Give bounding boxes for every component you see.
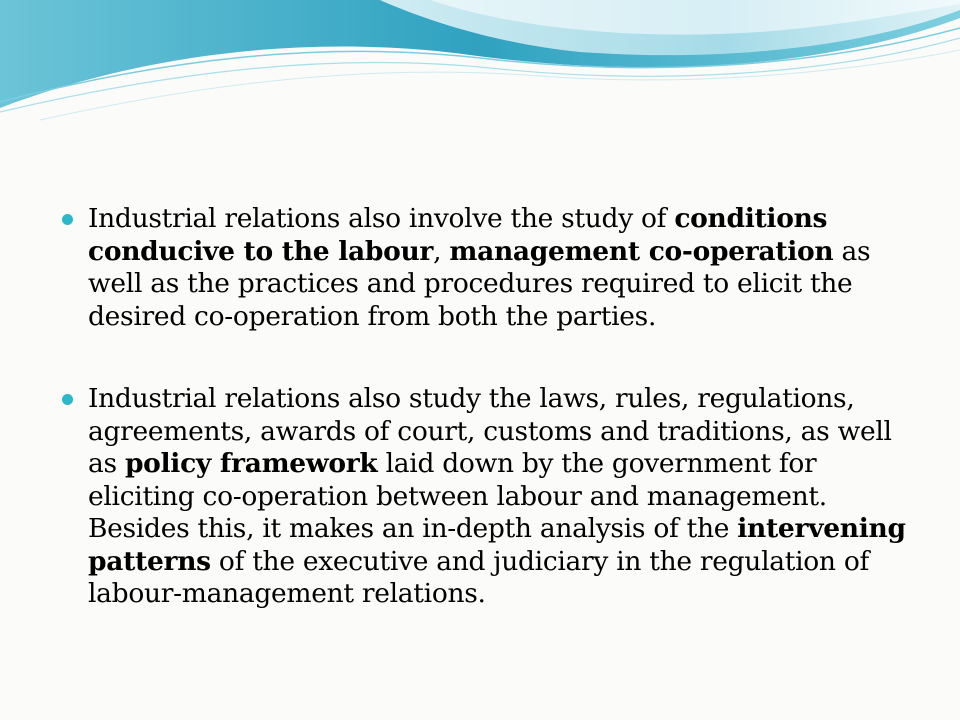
text-segment: laid down by the government for eliciting co-operation between labour and management. Besides this, it makes an in-depth analysis of the bbox=[88, 448, 827, 544]
bullet-item bbox=[62, 383, 912, 611]
text-segment: , bbox=[433, 235, 450, 267]
bullet-list bbox=[62, 203, 912, 661]
bullet-dot-icon bbox=[62, 214, 73, 225]
bold-phrase: intervening patterns bbox=[88, 513, 906, 577]
bullet-text bbox=[88, 203, 870, 332]
text-segment: as well as the practices and procedures required to elicit the desired co-operation from both the parties. bbox=[88, 235, 871, 332]
bullet-dot-icon bbox=[62, 394, 73, 405]
text-segment: Industrial relations also involve the study of bbox=[88, 203, 675, 234]
text-segment: Industrial relations also study the laws, rules, regulations, agreements, awards of court, customs and traditions, as well as bbox=[88, 383, 892, 479]
bullet-text bbox=[88, 383, 906, 609]
text-segment: of the executive and judiciary in the regulation of labour-management relations. bbox=[88, 545, 869, 609]
bold-phrase: management co-operation bbox=[449, 235, 834, 267]
header-wave-decoration bbox=[0, 0, 960, 130]
bold-phrase: policy framework bbox=[124, 448, 378, 479]
bold-phrase: conditions conducive to the labour bbox=[88, 203, 828, 267]
bullet-item bbox=[62, 203, 912, 333]
